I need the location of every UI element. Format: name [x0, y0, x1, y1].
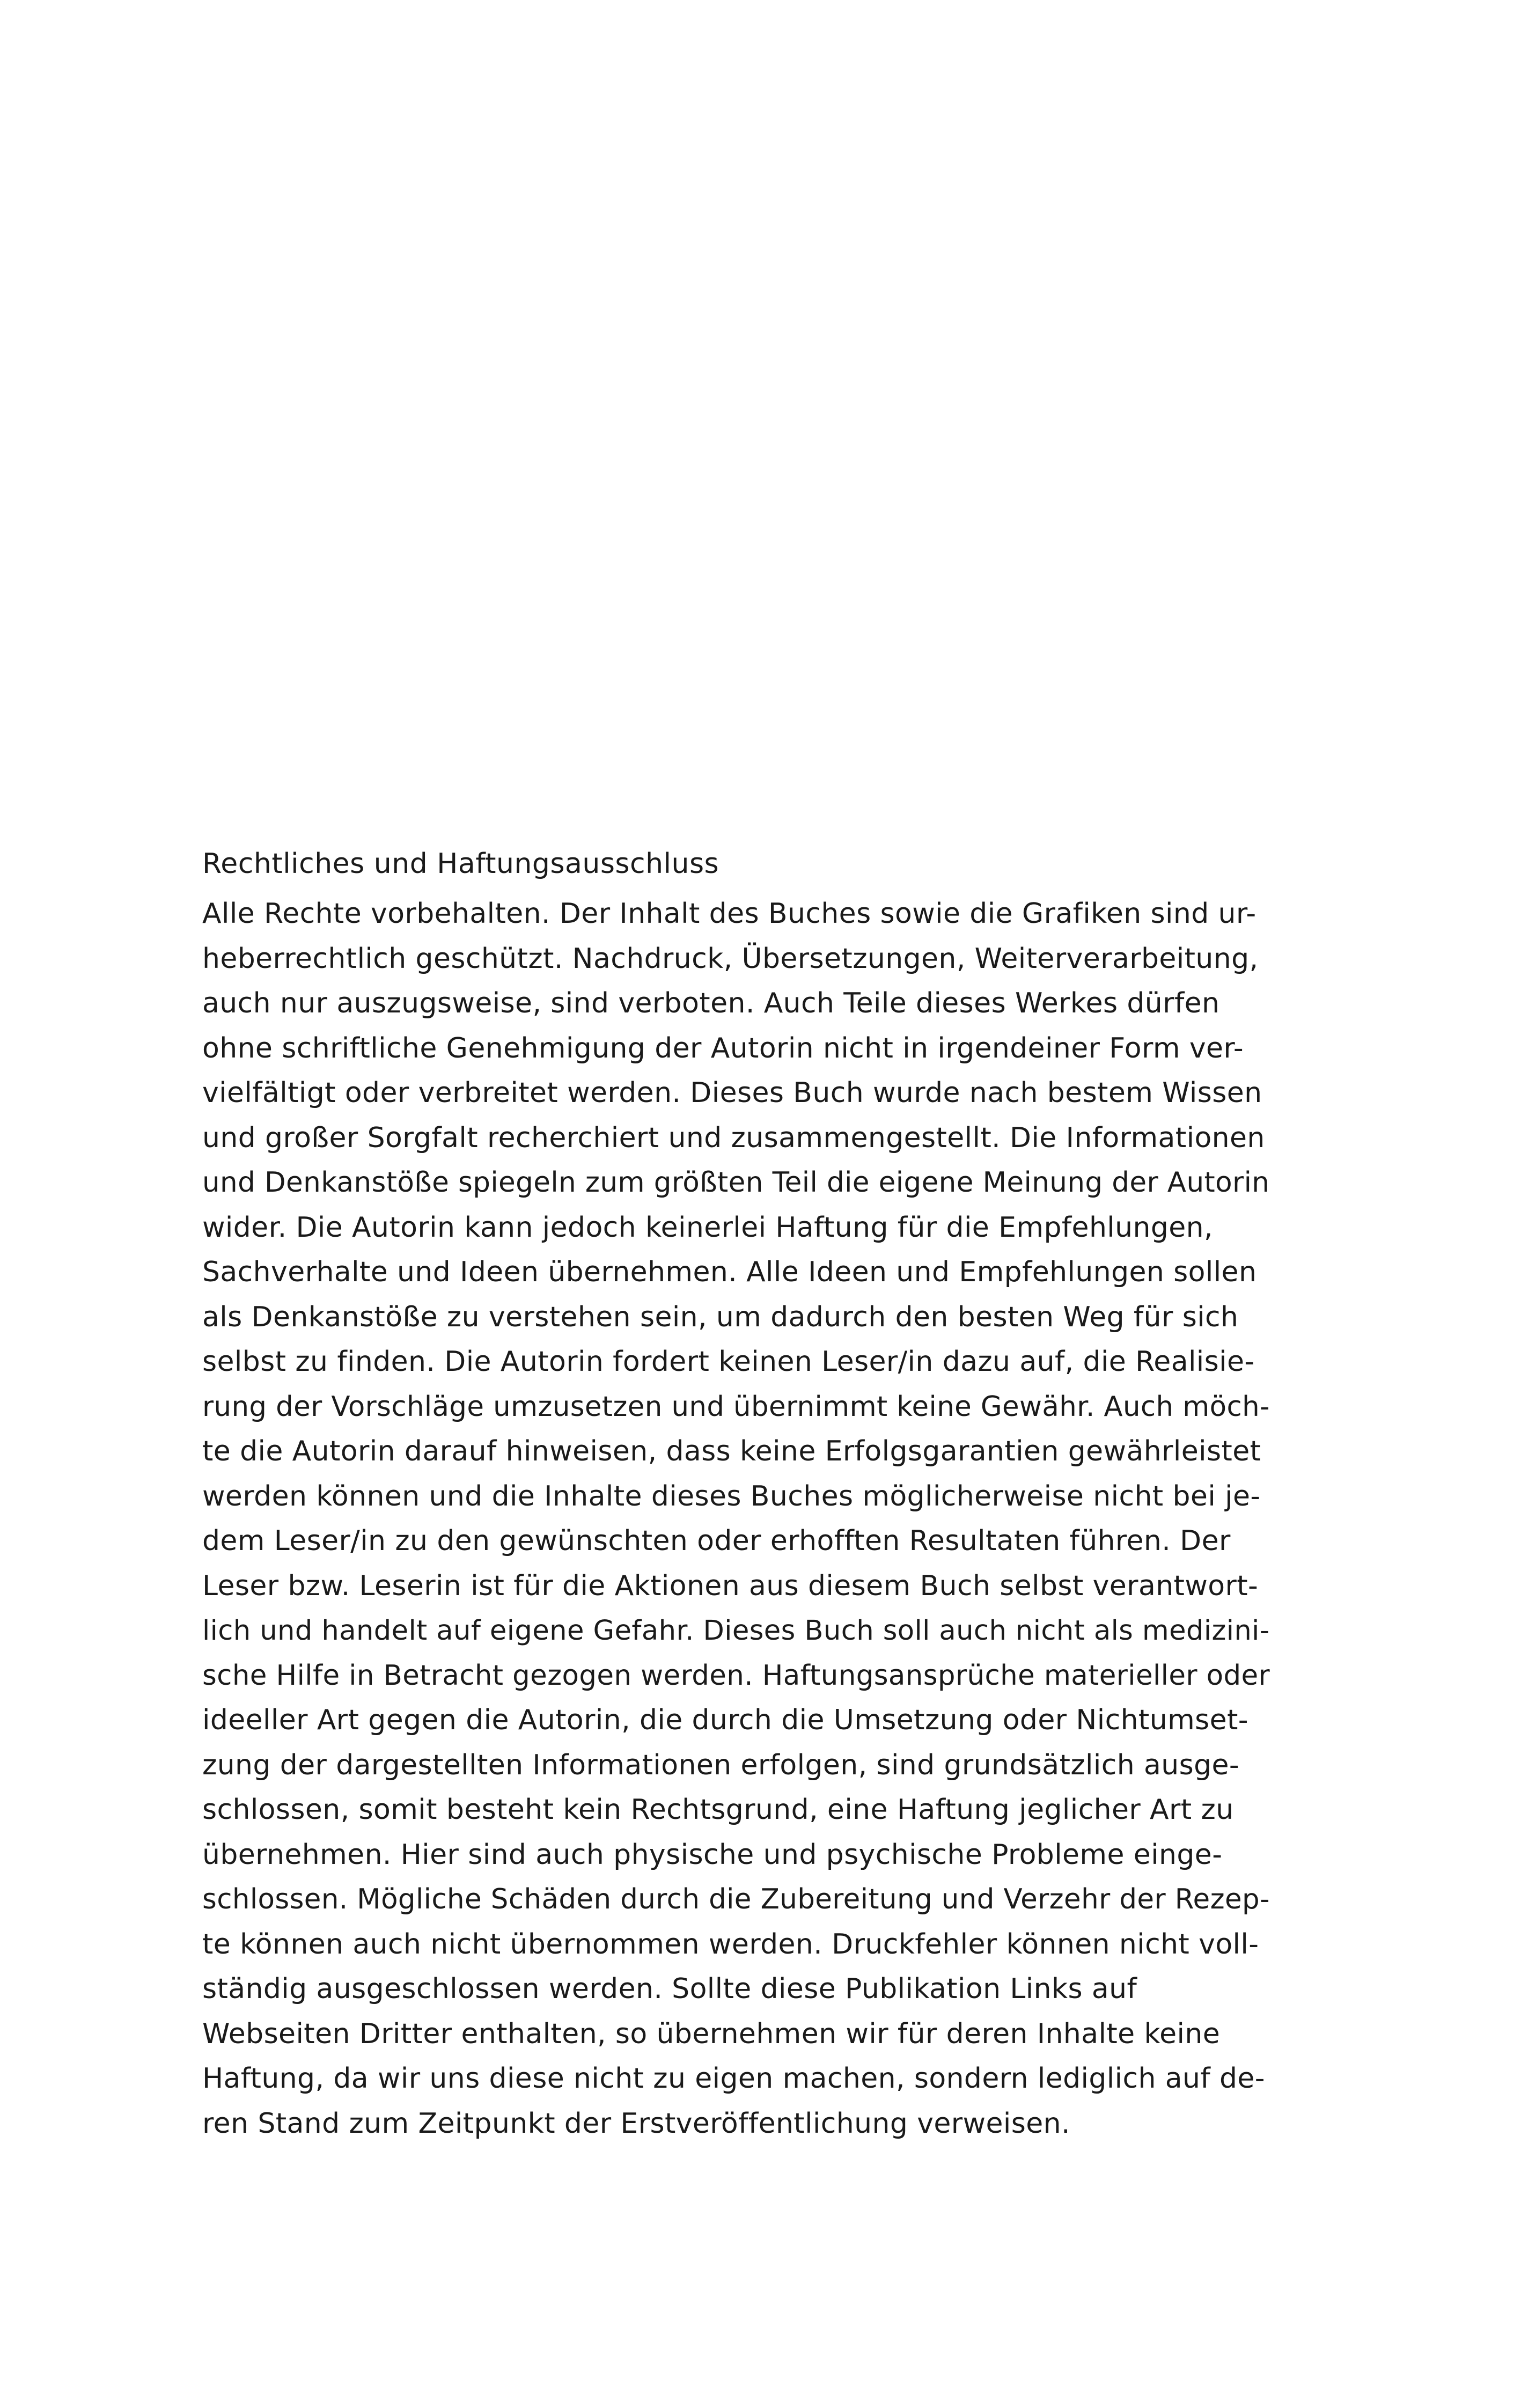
paragraph-line: Webseiten Dritter enthalten, so übernehmen wir für deren Inhalte keine [202, 2017, 1221, 2050]
paragraph-line: rung der Vorschläge umzusetzen und übernimmt keine Gewähr. Auch möch- [202, 1390, 1270, 1423]
paragraph-line: lich und handelt auf eigene Gefahr. Dieses Buch soll auch nicht als medizini- [202, 1615, 1270, 1647]
paragraph-line: Leser bzw. Leserin ist für die Aktionen aus diesem Buch selbst verantwort- [202, 1569, 1259, 1602]
disclaimer-paragraph [202, 892, 1275, 2146]
paragraph-line: schlossen, somit besteht kein Rechtsgrund, eine Haftung jeglicher Art zu [202, 1794, 1234, 1826]
paragraph-line: und großer Sorgfalt recherchiert und zusammengestellt. Die Informationen [202, 1121, 1265, 1154]
paragraph-line: sche Hilfe in Betracht gezogen werden. Haftungsansprüche materieller oder [202, 1659, 1270, 1692]
paragraph-line: vielfältigt oder verbreitet werden. Dieses Buch wurde nach bestem Wissen [202, 1077, 1262, 1109]
paragraph-line: und Denkanstöße spiegeln zum größten Teil die eigene Meinung der Autorin [202, 1166, 1270, 1199]
paragraph-line: Alle Rechte vorbehalten. Der Inhalt des Buches sowie die Grafiken sind ur- [202, 898, 1257, 930]
paragraph-line: ideeller Art gegen die Autorin, die durch die Umsetzung oder Nichtumset- [202, 1704, 1248, 1736]
paragraph-line: als Denkanstöße zu verstehen sein, um dadurch den besten Weg für sich [202, 1301, 1239, 1333]
legal-section [202, 841, 1275, 2146]
paragraph-line: übernehmen. Hier sind auch physische und psychische Probleme einge- [202, 1838, 1223, 1871]
paragraph-line: auch nur auszugsweise, sind verboten. Auch Teile dieses Werkes dürfen [202, 987, 1220, 1019]
paragraph-line: ständig ausgeschlossen werden. Sollte diese Publikation Links auf [202, 1973, 1137, 2005]
paragraph-line: heberrechtlich geschützt. Nachdruck, Übersetzungen, Weiterverarbeitung, [202, 942, 1259, 975]
paragraph-line: Haftung, da wir uns diese nicht zu eigen machen, sondern lediglich auf de- [202, 2062, 1265, 2095]
paragraph-line: selbst zu finden. Die Autorin fordert keinen Leser/in dazu auf, die Realisie- [202, 1346, 1255, 1378]
paragraph-line: te die Autorin darauf hinweisen, dass keine Erfolgsgarantien gewährleistet [202, 1435, 1261, 1467]
paragraph-line: ohne schriftliche Genehmigung der Autorin nicht in irgendeiner Form ver- [202, 1032, 1244, 1064]
section-heading: Rechtliches und Haftungsausschluss [202, 848, 719, 880]
paragraph-line: dem Leser/in zu den gewünschten oder erhofften Resultaten führen. Der [202, 1525, 1231, 1557]
paragraph-line: Sachverhalte und Ideen übernehmen. Alle Ideen und Empfehlungen sollen [202, 1256, 1257, 1288]
paragraph-line: wider. Die Autorin kann jedoch keinerlei Haftung für die Empfehlungen, [202, 1211, 1213, 1244]
paragraph-line: zung der dargestellten Informationen erfolgen, sind grundsätzlich ausge- [202, 1749, 1240, 1781]
paragraph-line: ren Stand zum Zeitpunkt der Erstveröffentlichung verweisen. [202, 2107, 1070, 2140]
paragraph-line: werden können und die Inhalte dieses Buches möglicherweise nicht bei je- [202, 1480, 1261, 1513]
paragraph-line: te können auch nicht übernommen werden. Druckfehler können nicht voll- [202, 1928, 1259, 1961]
paragraph-line: schlossen. Mögliche Schäden durch die Zubereitung und Verzehr der Rezep- [202, 1883, 1270, 1915]
